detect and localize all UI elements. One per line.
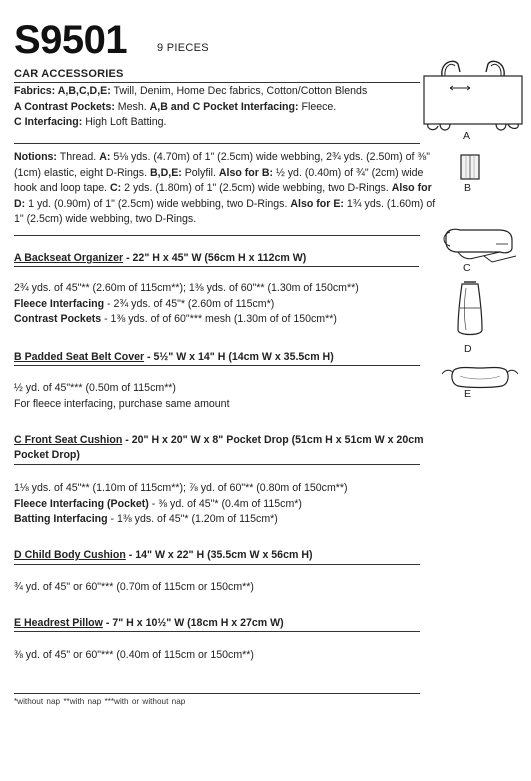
figure-c-label: C (463, 262, 471, 274)
section-a-title: A Backseat Organizer - 22" H x 45" W (56cm H x 112cm W) (14, 252, 307, 264)
section-d-yardage: ¾ yd. of 45" or 60"*** (0.70m of 115cm or 150cm**) (14, 581, 254, 593)
nap-footnote: *without nap **with nap ***with or without nap (14, 697, 186, 706)
divider (14, 143, 420, 144)
divider (14, 464, 420, 465)
figure-e-label: E (464, 388, 472, 400)
figure-d-label: D (464, 343, 472, 355)
divider (14, 564, 420, 565)
section-e-title: E Headrest Pillow - 7" H x 10½" W (18cm H x 27cm W) (14, 617, 284, 629)
backseat-organizer-illustration (418, 56, 528, 136)
piece-count: 9 PIECES (157, 42, 209, 54)
section-b-title: B Padded Seat Belt Cover - 5½" W x 14" H (14cm W x 35.5cm H) (14, 351, 334, 363)
section-c-yardage: 1⅛ yds. of 45"** (1.10m of 115cm**); ⅞ yd. of 60"** (0.80m of 150cm**) Fleece Interfacing (Pocket) - ⅜ yd. of 45"* (0.4m of 115cm*) Batting Interfacing - 1⅜ yds. of 45"* (1.20m of 115cm*) (14, 482, 348, 525)
section-e-yardage: ⅜ yd. of 45" or 60"*** (0.40m of 115cm or 150cm**) (14, 649, 254, 661)
seat-belt-cover-illustration (455, 152, 485, 182)
pattern-number: S9501 (14, 18, 128, 62)
section-a-yardage: 2¾ yds. of 45"** (2.60m of 115cm**); 1⅜ yds. of 60"** (1.30m of 150cm**) Fleece Interfacing - 2¾ yds. of 45"* (2.60m of 115cm*) Contrast Pockets - 1⅜ yds. of of 60"*** mesh (1.30m of of 150cm**) (14, 282, 359, 325)
divider (14, 693, 420, 694)
fabrics-block: Fabrics: A,B,C,D,E: Twill, Denim, Home Dec fabrics, Cotton/Cotton Blends A Contrast Pockets: Mesh. A,B and C Pocket Interfacing: Fleece. C Interfacing: High Loft Batting. (14, 85, 368, 128)
figure-b-label: B (464, 182, 472, 194)
section-b-yardage: ½ yd. of 45"*** (0.50m of 115cm**) For fleece interfacing, purchase same amount (14, 382, 230, 410)
notions-block: Notions: Thread. A: 5⅛ yds. (4.70m) of 1" (2.5cm) wide webbing, 2¾ yds. (2.50m) of ⅜" (1cm) elastic, eight D-Rings. B,D,E: Polyfil. Also for B: ½ yd. (0.40m) of ¾" (2cm) wide hook and loop tape. C: 2 yds. (1.80m) of 1" (2.5cm) wide webbing, two D-Rings. Also for D: 1 yd. (0.90m) of 1" (2.5cm) wide webbing, two D-Rings. Also for E: 1¾ yds. (1.60m) of 1" (2.5cm) wide webbing, two D-Rings. (14, 151, 436, 225)
headrest-pillow-illustration (440, 362, 520, 392)
front-seat-cushion-illustration (440, 222, 520, 264)
divider (14, 631, 420, 632)
figure-a-label: A (463, 130, 471, 142)
child-body-cushion-illustration (450, 278, 490, 340)
divider (14, 266, 419, 267)
divider (14, 82, 420, 83)
header (14, 20, 127, 60)
section-d-title: D Child Body Cushion - 14" W x 22" H (35.5cm W x 56cm H) (14, 549, 313, 561)
divider (14, 235, 420, 236)
section-c-title: C Front Seat Cushion - 20" H x 20" W x 8" Pocket Drop (51cm H x 51cm W x 20cm Pocket Drop) (14, 434, 424, 461)
divider (14, 365, 420, 366)
category-title: CAR ACCESSORIES (14, 68, 124, 80)
